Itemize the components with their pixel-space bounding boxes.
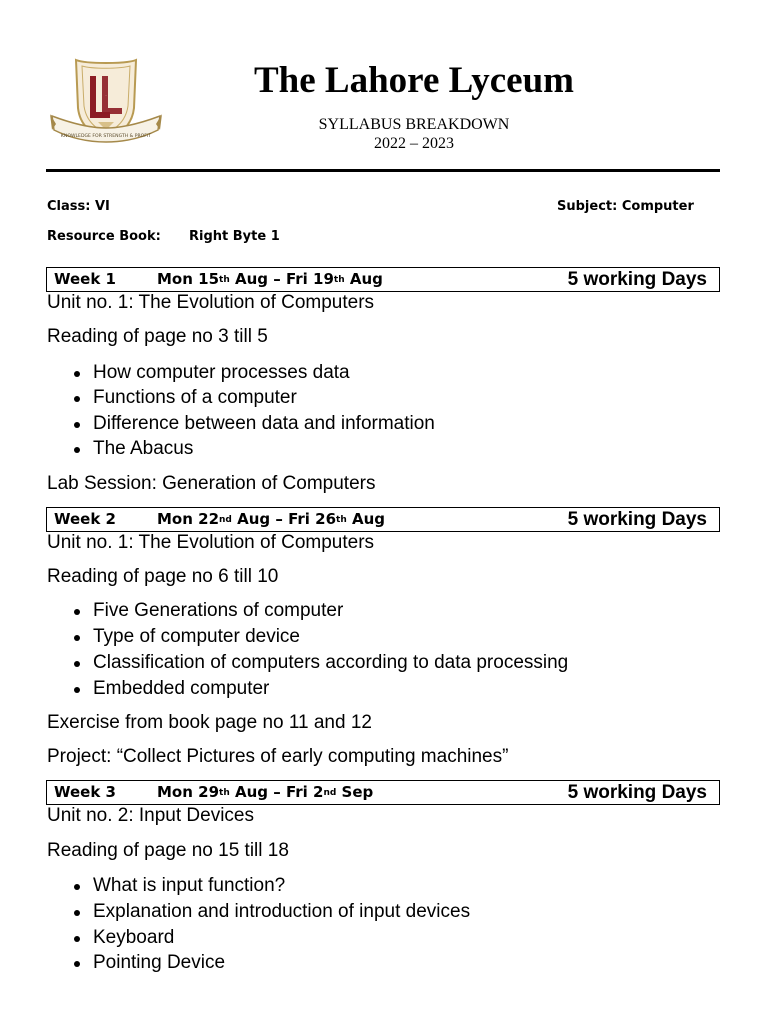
working-days: 5 working Days	[567, 782, 707, 803]
class-label: Class: VI	[47, 199, 110, 214]
document-title: SYLLABUS BREAKDOWN	[318, 116, 510, 133]
topic-item: Classification of computers according to data processing	[93, 652, 569, 673]
topic-item: How computer processes data	[93, 362, 350, 383]
topic-item: Pointing Device	[93, 952, 226, 973]
logo-motto-text: KNOWLEDGE FOR STRENGTH & PROFIT	[60, 134, 152, 139]
unit-title: Unit no. 1: The Evolution of Computers	[47, 532, 375, 553]
topic-item: Keyboard	[93, 927, 175, 948]
topic-item: Functions of a computer	[93, 387, 297, 408]
topic-item: The Abacus	[93, 438, 194, 459]
week-label: Week 3	[54, 783, 116, 801]
resource-book-value: Right Byte 1	[189, 229, 280, 244]
logo-monogram-text: LL	[105, 96, 107, 97]
week-header-bar	[46, 507, 720, 532]
header-rule	[46, 169, 720, 172]
topic-item: Type of computer device	[93, 626, 300, 647]
topic-item: Explanation and introduction of input devices	[93, 901, 471, 922]
unit-title: Unit no. 1: The Evolution of Computers	[47, 292, 375, 313]
week-header-bar	[46, 780, 720, 805]
project-note: Project: “Collect Pictures of early computing machines”	[47, 746, 509, 767]
week-date-range: Mon 15th Aug – Fri 19th Aug	[157, 270, 383, 288]
reading-pages: Reading of page no 3 till 5	[47, 326, 268, 347]
reading-pages: Reading of page no 6 till 10	[47, 566, 279, 587]
week-date-range: Mon 22nd Aug – Fri 26th Aug	[157, 510, 386, 528]
topic-item: Difference between data and information	[93, 413, 435, 434]
subject-label: Subject: Computer	[557, 199, 694, 214]
working-days: 5 working Days	[567, 269, 707, 290]
working-days: 5 working Days	[567, 509, 707, 530]
topic-item: What is input function?	[93, 875, 286, 896]
school-name: The Lahore Lyceum	[254, 60, 574, 101]
academic-session: 2022 – 2023	[374, 135, 454, 152]
week-label: Week 1	[54, 270, 116, 288]
resource-book-label: Resource Book:	[47, 229, 161, 244]
exercise-note: Exercise from book page no 11 and 12	[47, 712, 372, 733]
reading-pages: Reading of page no 15 till 18	[47, 840, 289, 861]
topic-item: Five Generations of computer	[93, 600, 344, 621]
week-label: Week 2	[54, 510, 116, 528]
week-header-bar	[46, 267, 720, 292]
week-date-range: Mon 29th Aug – Fri 2nd Sep	[157, 783, 374, 801]
lab-session: Lab Session: Generation of Computers	[47, 473, 376, 494]
unit-title: Unit no. 2: Input Devices	[47, 805, 254, 826]
topic-item: Embedded computer	[93, 678, 270, 699]
